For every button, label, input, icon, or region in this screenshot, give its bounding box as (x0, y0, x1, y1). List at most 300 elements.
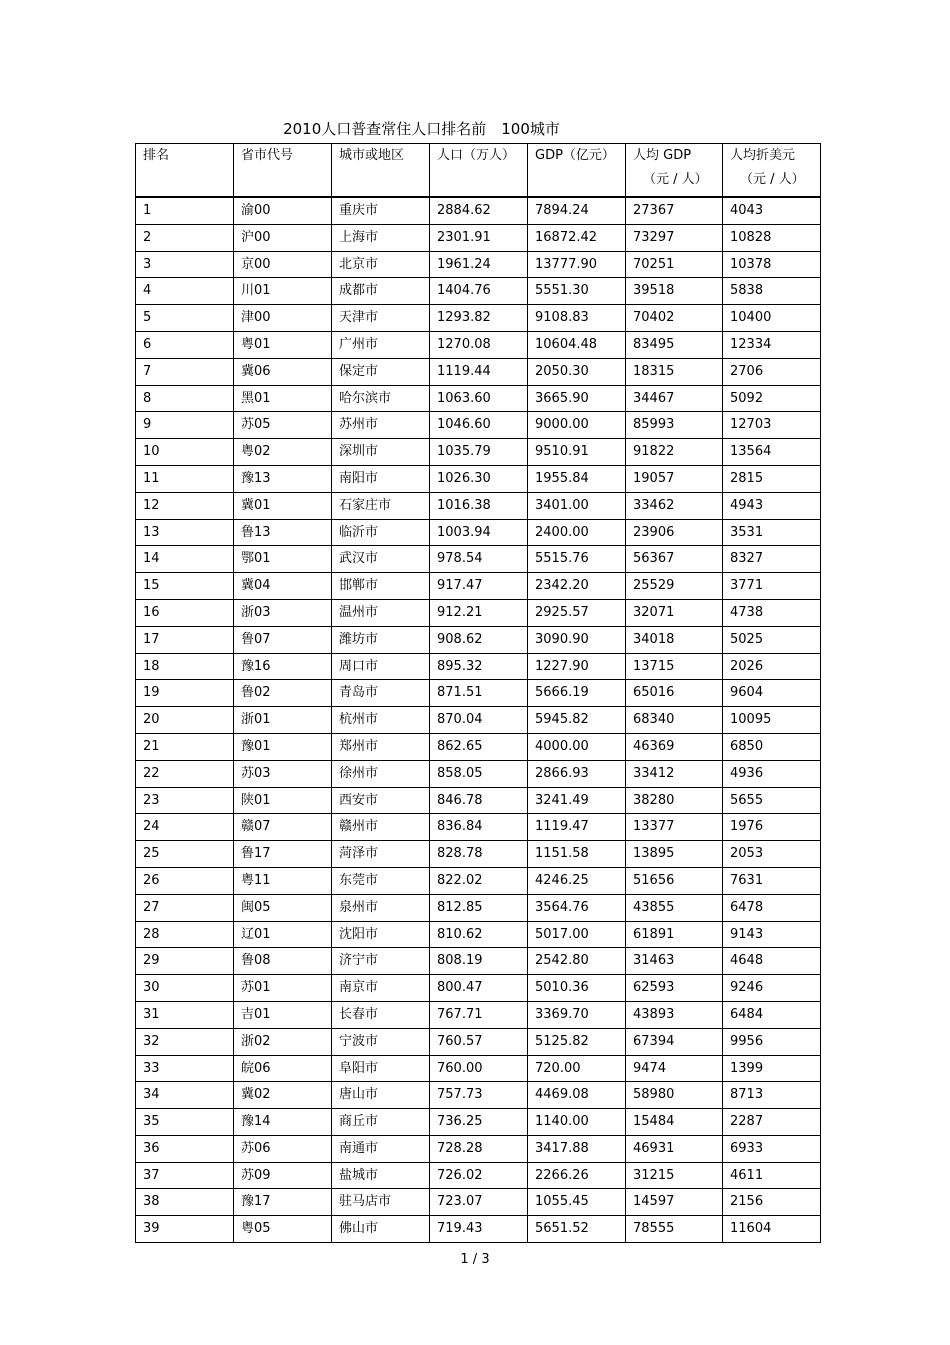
gdp-cell: 2342.20 (528, 573, 626, 600)
table-row (136, 975, 821, 1002)
gdp-per-capita-cell: 83495 (626, 331, 723, 358)
usd-per-capita-cell: 10828 (723, 224, 821, 251)
population-cell: 1016.38 (430, 492, 528, 519)
province-code-cell: 吉01 (234, 1001, 332, 1028)
usd-per-capita-cell: 4936 (723, 760, 821, 787)
province-code-cell: 黑01 (234, 385, 332, 412)
table-row (136, 760, 821, 787)
header-gdp-per-capita: 人均 GDP （元 / 人） (626, 144, 723, 198)
table-row (136, 921, 821, 948)
city-cell: 潍坊市 (332, 626, 430, 653)
table-row (136, 1082, 821, 1109)
gdp-cell: 10604.48 (528, 331, 626, 358)
gdp-cell: 4000.00 (528, 733, 626, 760)
usd-per-capita-cell: 6933 (723, 1135, 821, 1162)
gdp-per-capita-cell: 91822 (626, 439, 723, 466)
province-code-cell: 苏05 (234, 412, 332, 439)
table-header-row (136, 144, 821, 198)
usd-per-capita-cell: 4943 (723, 492, 821, 519)
rank-cell: 8 (136, 385, 234, 412)
usd-per-capita-cell: 2026 (723, 653, 821, 680)
table-body (136, 197, 821, 1243)
rank-cell: 11 (136, 465, 234, 492)
table-row (136, 1189, 821, 1216)
province-code-cell: 粤05 (234, 1216, 332, 1243)
gdp-per-capita-cell: 78555 (626, 1216, 723, 1243)
gdp-cell: 1055.45 (528, 1189, 626, 1216)
province-code-cell: 冀04 (234, 573, 332, 600)
province-code-cell: 豫14 (234, 1109, 332, 1136)
population-cell: 767.71 (430, 1001, 528, 1028)
city-cell: 广州市 (332, 331, 430, 358)
header-population: 人口（万人） (430, 144, 528, 198)
city-cell: 深圳市 (332, 439, 430, 466)
city-cell: 宁波市 (332, 1028, 430, 1055)
population-cell: 836.84 (430, 814, 528, 841)
gdp-per-capita-cell: 85993 (626, 412, 723, 439)
gdp-per-capita-cell: 32071 (626, 599, 723, 626)
table-row (136, 519, 821, 546)
rank-cell: 4 (136, 278, 234, 305)
usd-per-capita-cell: 2287 (723, 1109, 821, 1136)
table-row (136, 331, 821, 358)
province-code-cell: 津00 (234, 305, 332, 332)
rank-cell: 10 (136, 439, 234, 466)
gdp-cell: 2925.57 (528, 599, 626, 626)
table-row (136, 251, 821, 278)
province-code-cell: 豫01 (234, 733, 332, 760)
province-code-cell: 鲁13 (234, 519, 332, 546)
gdp-per-capita-cell: 43893 (626, 1001, 723, 1028)
province-code-cell: 豫13 (234, 465, 332, 492)
usd-per-capita-cell: 8713 (723, 1082, 821, 1109)
gdp-per-capita-cell: 31463 (626, 948, 723, 975)
table-row (136, 787, 821, 814)
population-cell: 757.73 (430, 1082, 528, 1109)
usd-per-capita-cell: 6478 (723, 894, 821, 921)
header-province-code: 省市代号 (234, 144, 332, 198)
city-cell: 徐州市 (332, 760, 430, 787)
rank-cell: 1 (136, 197, 234, 224)
gdp-cell: 720.00 (528, 1055, 626, 1082)
gdp-cell: 3369.70 (528, 1001, 626, 1028)
table-row (136, 305, 821, 332)
gdp-cell: 5666.19 (528, 680, 626, 707)
population-cell: 846.78 (430, 787, 528, 814)
population-cell: 1293.82 (430, 305, 528, 332)
province-code-cell: 辽01 (234, 921, 332, 948)
rank-cell: 2 (136, 224, 234, 251)
rank-cell: 6 (136, 331, 234, 358)
table-row (136, 465, 821, 492)
population-cell: 1026.30 (430, 465, 528, 492)
gdp-per-capita-cell: 70251 (626, 251, 723, 278)
usd-per-capita-cell: 2156 (723, 1189, 821, 1216)
table-row (136, 707, 821, 734)
rank-cell: 23 (136, 787, 234, 814)
rank-cell: 9 (136, 412, 234, 439)
rank-cell: 38 (136, 1189, 234, 1216)
city-cell: 唐山市 (332, 1082, 430, 1109)
usd-per-capita-cell: 10095 (723, 707, 821, 734)
table-row (136, 492, 821, 519)
province-code-cell: 浙03 (234, 599, 332, 626)
gdp-per-capita-cell: 46369 (626, 733, 723, 760)
table-row (136, 1028, 821, 1055)
gdp-cell: 5945.82 (528, 707, 626, 734)
gdp-cell: 2866.93 (528, 760, 626, 787)
gdp-cell: 1140.00 (528, 1109, 626, 1136)
rank-cell: 3 (136, 251, 234, 278)
usd-per-capita-cell: 7631 (723, 867, 821, 894)
gdp-cell: 2400.00 (528, 519, 626, 546)
population-cell: 828.78 (430, 841, 528, 868)
gdp-per-capita-cell: 13715 (626, 653, 723, 680)
population-table (135, 143, 821, 1243)
table-row (136, 653, 821, 680)
province-code-cell: 苏09 (234, 1162, 332, 1189)
gdp-cell: 3564.76 (528, 894, 626, 921)
population-cell: 2884.62 (430, 197, 528, 224)
city-cell: 商丘市 (332, 1109, 430, 1136)
population-cell: 870.04 (430, 707, 528, 734)
province-code-cell: 京00 (234, 251, 332, 278)
gdp-cell: 3417.88 (528, 1135, 626, 1162)
rank-cell: 37 (136, 1162, 234, 1189)
population-cell: 978.54 (430, 546, 528, 573)
province-code-cell: 鲁17 (234, 841, 332, 868)
table-row (136, 1001, 821, 1028)
usd-per-capita-cell: 2815 (723, 465, 821, 492)
table-row (136, 1162, 821, 1189)
usd-per-capita-cell: 12703 (723, 412, 821, 439)
gdp-cell: 2542.80 (528, 948, 626, 975)
usd-per-capita-cell: 2053 (723, 841, 821, 868)
province-code-cell: 粤01 (234, 331, 332, 358)
rank-cell: 16 (136, 599, 234, 626)
table-row (136, 358, 821, 385)
rank-cell: 20 (136, 707, 234, 734)
gdp-cell: 9000.00 (528, 412, 626, 439)
gdp-cell: 1955.84 (528, 465, 626, 492)
province-code-cell: 苏01 (234, 975, 332, 1002)
table-row (136, 599, 821, 626)
gdp-per-capita-cell: 13895 (626, 841, 723, 868)
gdp-per-capita-cell: 39518 (626, 278, 723, 305)
usd-per-capita-cell: 6484 (723, 1001, 821, 1028)
population-cell: 2301.91 (430, 224, 528, 251)
province-code-cell: 冀06 (234, 358, 332, 385)
gdp-cell: 5010.36 (528, 975, 626, 1002)
usd-per-capita-cell: 12334 (723, 331, 821, 358)
city-cell: 佛山市 (332, 1216, 430, 1243)
city-cell: 武汉市 (332, 546, 430, 573)
gdp-per-capita-cell: 13377 (626, 814, 723, 841)
province-code-cell: 苏03 (234, 760, 332, 787)
gdp-cell: 3241.49 (528, 787, 626, 814)
gdp-cell: 4469.08 (528, 1082, 626, 1109)
table-row (136, 626, 821, 653)
gdp-cell: 5551.30 (528, 278, 626, 305)
usd-per-capita-cell: 4611 (723, 1162, 821, 1189)
city-cell: 北京市 (332, 251, 430, 278)
city-cell: 沈阳市 (332, 921, 430, 948)
population-cell: 1119.44 (430, 358, 528, 385)
city-cell: 西安市 (332, 787, 430, 814)
gdp-per-capita-cell: 33462 (626, 492, 723, 519)
population-cell: 858.05 (430, 760, 528, 787)
gdp-cell: 16872.42 (528, 224, 626, 251)
rank-cell: 27 (136, 894, 234, 921)
rank-cell: 35 (136, 1109, 234, 1136)
city-cell: 邯郸市 (332, 573, 430, 600)
city-cell: 天津市 (332, 305, 430, 332)
table-row (136, 385, 821, 412)
usd-per-capita-cell: 2706 (723, 358, 821, 385)
province-code-cell: 陕01 (234, 787, 332, 814)
city-cell: 苏州市 (332, 412, 430, 439)
province-code-cell: 赣07 (234, 814, 332, 841)
gdp-cell: 3090.90 (528, 626, 626, 653)
rank-cell: 7 (136, 358, 234, 385)
province-code-cell: 鄂01 (234, 546, 332, 573)
city-cell: 临沂市 (332, 519, 430, 546)
rank-cell: 22 (136, 760, 234, 787)
province-code-cell: 粤11 (234, 867, 332, 894)
rank-cell: 34 (136, 1082, 234, 1109)
city-cell: 阜阳市 (332, 1055, 430, 1082)
city-cell: 泉州市 (332, 894, 430, 921)
city-cell: 赣州市 (332, 814, 430, 841)
usd-per-capita-cell: 10378 (723, 251, 821, 278)
province-code-cell: 冀02 (234, 1082, 332, 1109)
rank-cell: 26 (136, 867, 234, 894)
table-row (136, 948, 821, 975)
gdp-per-capita-cell: 23906 (626, 519, 723, 546)
usd-per-capita-cell: 1399 (723, 1055, 821, 1082)
usd-per-capita-cell: 6850 (723, 733, 821, 760)
header-gdp: GDP（亿元） (528, 144, 626, 198)
population-cell: 736.25 (430, 1109, 528, 1136)
usd-per-capita-cell: 11604 (723, 1216, 821, 1243)
gdp-per-capita-cell: 34018 (626, 626, 723, 653)
gdp-per-capita-cell: 9474 (626, 1055, 723, 1082)
gdp-per-capita-cell: 25529 (626, 573, 723, 600)
gdp-cell: 1227.90 (528, 653, 626, 680)
province-code-cell: 冀01 (234, 492, 332, 519)
city-cell: 温州市 (332, 599, 430, 626)
population-cell: 726.02 (430, 1162, 528, 1189)
city-cell: 长春市 (332, 1001, 430, 1028)
population-cell: 723.07 (430, 1189, 528, 1216)
table-row (136, 439, 821, 466)
document-title: 2010人口普查常住人口排名前 100城市 (283, 120, 560, 138)
table-row (136, 197, 821, 224)
gdp-per-capita-cell: 58980 (626, 1082, 723, 1109)
city-cell: 东莞市 (332, 867, 430, 894)
population-cell: 895.32 (430, 653, 528, 680)
population-cell: 810.62 (430, 921, 528, 948)
city-cell: 驻马店市 (332, 1189, 430, 1216)
rank-cell: 24 (136, 814, 234, 841)
population-cell: 1046.60 (430, 412, 528, 439)
gdp-cell: 9108.83 (528, 305, 626, 332)
table-row (136, 412, 821, 439)
table-row (136, 573, 821, 600)
table-row (136, 894, 821, 921)
header-city: 城市或地区 (332, 144, 430, 198)
population-cell: 760.57 (430, 1028, 528, 1055)
table-row (136, 1216, 821, 1243)
city-cell: 成都市 (332, 278, 430, 305)
population-cell: 822.02 (430, 867, 528, 894)
gdp-per-capita-cell: 56367 (626, 546, 723, 573)
gdp-cell: 9510.91 (528, 439, 626, 466)
gdp-cell: 4246.25 (528, 867, 626, 894)
usd-per-capita-cell: 4738 (723, 599, 821, 626)
rank-cell: 12 (136, 492, 234, 519)
gdp-per-capita-cell: 31215 (626, 1162, 723, 1189)
population-cell: 917.47 (430, 573, 528, 600)
gdp-per-capita-cell: 62593 (626, 975, 723, 1002)
gdp-cell: 1151.58 (528, 841, 626, 868)
rank-cell: 36 (136, 1135, 234, 1162)
population-cell: 912.21 (430, 599, 528, 626)
gdp-cell: 13777.90 (528, 251, 626, 278)
province-code-cell: 鲁08 (234, 948, 332, 975)
population-cell: 1003.94 (430, 519, 528, 546)
city-cell: 周口市 (332, 653, 430, 680)
population-cell: 760.00 (430, 1055, 528, 1082)
gdp-per-capita-cell: 14597 (626, 1189, 723, 1216)
city-cell: 上海市 (332, 224, 430, 251)
gdp-cell: 5651.52 (528, 1216, 626, 1243)
gdp-per-capita-cell: 73297 (626, 224, 723, 251)
gdp-per-capita-cell: 15484 (626, 1109, 723, 1136)
table-row (136, 224, 821, 251)
table-row (136, 841, 821, 868)
table-row (136, 1135, 821, 1162)
rank-cell: 14 (136, 546, 234, 573)
table-row (136, 1109, 821, 1136)
city-cell: 杭州市 (332, 707, 430, 734)
province-code-cell: 粤02 (234, 439, 332, 466)
header-rank: 排名 (136, 144, 234, 198)
rank-cell: 33 (136, 1055, 234, 1082)
gdp-cell: 2050.30 (528, 358, 626, 385)
city-cell: 哈尔滨市 (332, 385, 430, 412)
gdp-per-capita-cell: 67394 (626, 1028, 723, 1055)
usd-per-capita-cell: 3771 (723, 573, 821, 600)
usd-per-capita-cell: 9956 (723, 1028, 821, 1055)
rank-cell: 39 (136, 1216, 234, 1243)
population-cell: 812.85 (430, 894, 528, 921)
gdp-per-capita-cell: 51656 (626, 867, 723, 894)
province-code-cell: 鲁07 (234, 626, 332, 653)
city-cell: 南阳市 (332, 465, 430, 492)
usd-per-capita-cell: 13564 (723, 439, 821, 466)
rank-cell: 29 (136, 948, 234, 975)
gdp-cell: 5017.00 (528, 921, 626, 948)
rank-cell: 17 (136, 626, 234, 653)
usd-per-capita-cell: 9604 (723, 680, 821, 707)
gdp-per-capita-cell: 33412 (626, 760, 723, 787)
gdp-per-capita-cell: 46931 (626, 1135, 723, 1162)
rank-cell: 19 (136, 680, 234, 707)
rank-cell: 21 (136, 733, 234, 760)
population-cell: 1404.76 (430, 278, 528, 305)
province-code-cell: 闽05 (234, 894, 332, 921)
city-cell: 青岛市 (332, 680, 430, 707)
population-cell: 808.19 (430, 948, 528, 975)
gdp-per-capita-cell: 27367 (626, 197, 723, 224)
province-code-cell: 渝00 (234, 197, 332, 224)
gdp-per-capita-cell: 19057 (626, 465, 723, 492)
province-code-cell: 浙02 (234, 1028, 332, 1055)
gdp-per-capita-cell: 18315 (626, 358, 723, 385)
usd-per-capita-cell: 10400 (723, 305, 821, 332)
usd-per-capita-cell: 8327 (723, 546, 821, 573)
gdp-cell: 1119.47 (528, 814, 626, 841)
table-row (136, 680, 821, 707)
city-cell: 盐城市 (332, 1162, 430, 1189)
gdp-cell: 5515.76 (528, 546, 626, 573)
province-code-cell: 鲁02 (234, 680, 332, 707)
usd-per-capita-cell: 4043 (723, 197, 821, 224)
city-cell: 济宁市 (332, 948, 430, 975)
usd-per-capita-cell: 3531 (723, 519, 821, 546)
population-cell: 1035.79 (430, 439, 528, 466)
population-cell: 871.51 (430, 680, 528, 707)
population-cell: 1063.60 (430, 385, 528, 412)
page-number: 1 / 3 (460, 1252, 490, 1267)
table-row (136, 546, 821, 573)
usd-per-capita-cell: 9246 (723, 975, 821, 1002)
population-cell: 719.43 (430, 1216, 528, 1243)
province-code-cell: 浙01 (234, 707, 332, 734)
usd-per-capita-cell: 1976 (723, 814, 821, 841)
province-code-cell: 豫17 (234, 1189, 332, 1216)
city-cell: 菏泽市 (332, 841, 430, 868)
gdp-cell: 3401.00 (528, 492, 626, 519)
table-row (136, 867, 821, 894)
city-cell: 南京市 (332, 975, 430, 1002)
table-row (136, 733, 821, 760)
city-cell: 石家庄市 (332, 492, 430, 519)
usd-per-capita-cell: 9143 (723, 921, 821, 948)
table-row (136, 278, 821, 305)
gdp-per-capita-cell: 70402 (626, 305, 723, 332)
gdp-cell: 2266.26 (528, 1162, 626, 1189)
province-code-cell: 沪00 (234, 224, 332, 251)
city-cell: 郑州市 (332, 733, 430, 760)
rank-cell: 18 (136, 653, 234, 680)
table-row (136, 814, 821, 841)
rank-cell: 13 (136, 519, 234, 546)
province-code-cell: 皖06 (234, 1055, 332, 1082)
population-cell: 1961.24 (430, 251, 528, 278)
usd-per-capita-cell: 5655 (723, 787, 821, 814)
gdp-per-capita-cell: 68340 (626, 707, 723, 734)
gdp-cell: 5125.82 (528, 1028, 626, 1055)
rank-cell: 5 (136, 305, 234, 332)
gdp-per-capita-cell: 38280 (626, 787, 723, 814)
population-cell: 908.62 (430, 626, 528, 653)
gdp-per-capita-cell: 43855 (626, 894, 723, 921)
rank-cell: 32 (136, 1028, 234, 1055)
rank-cell: 28 (136, 921, 234, 948)
gdp-cell: 3665.90 (528, 385, 626, 412)
